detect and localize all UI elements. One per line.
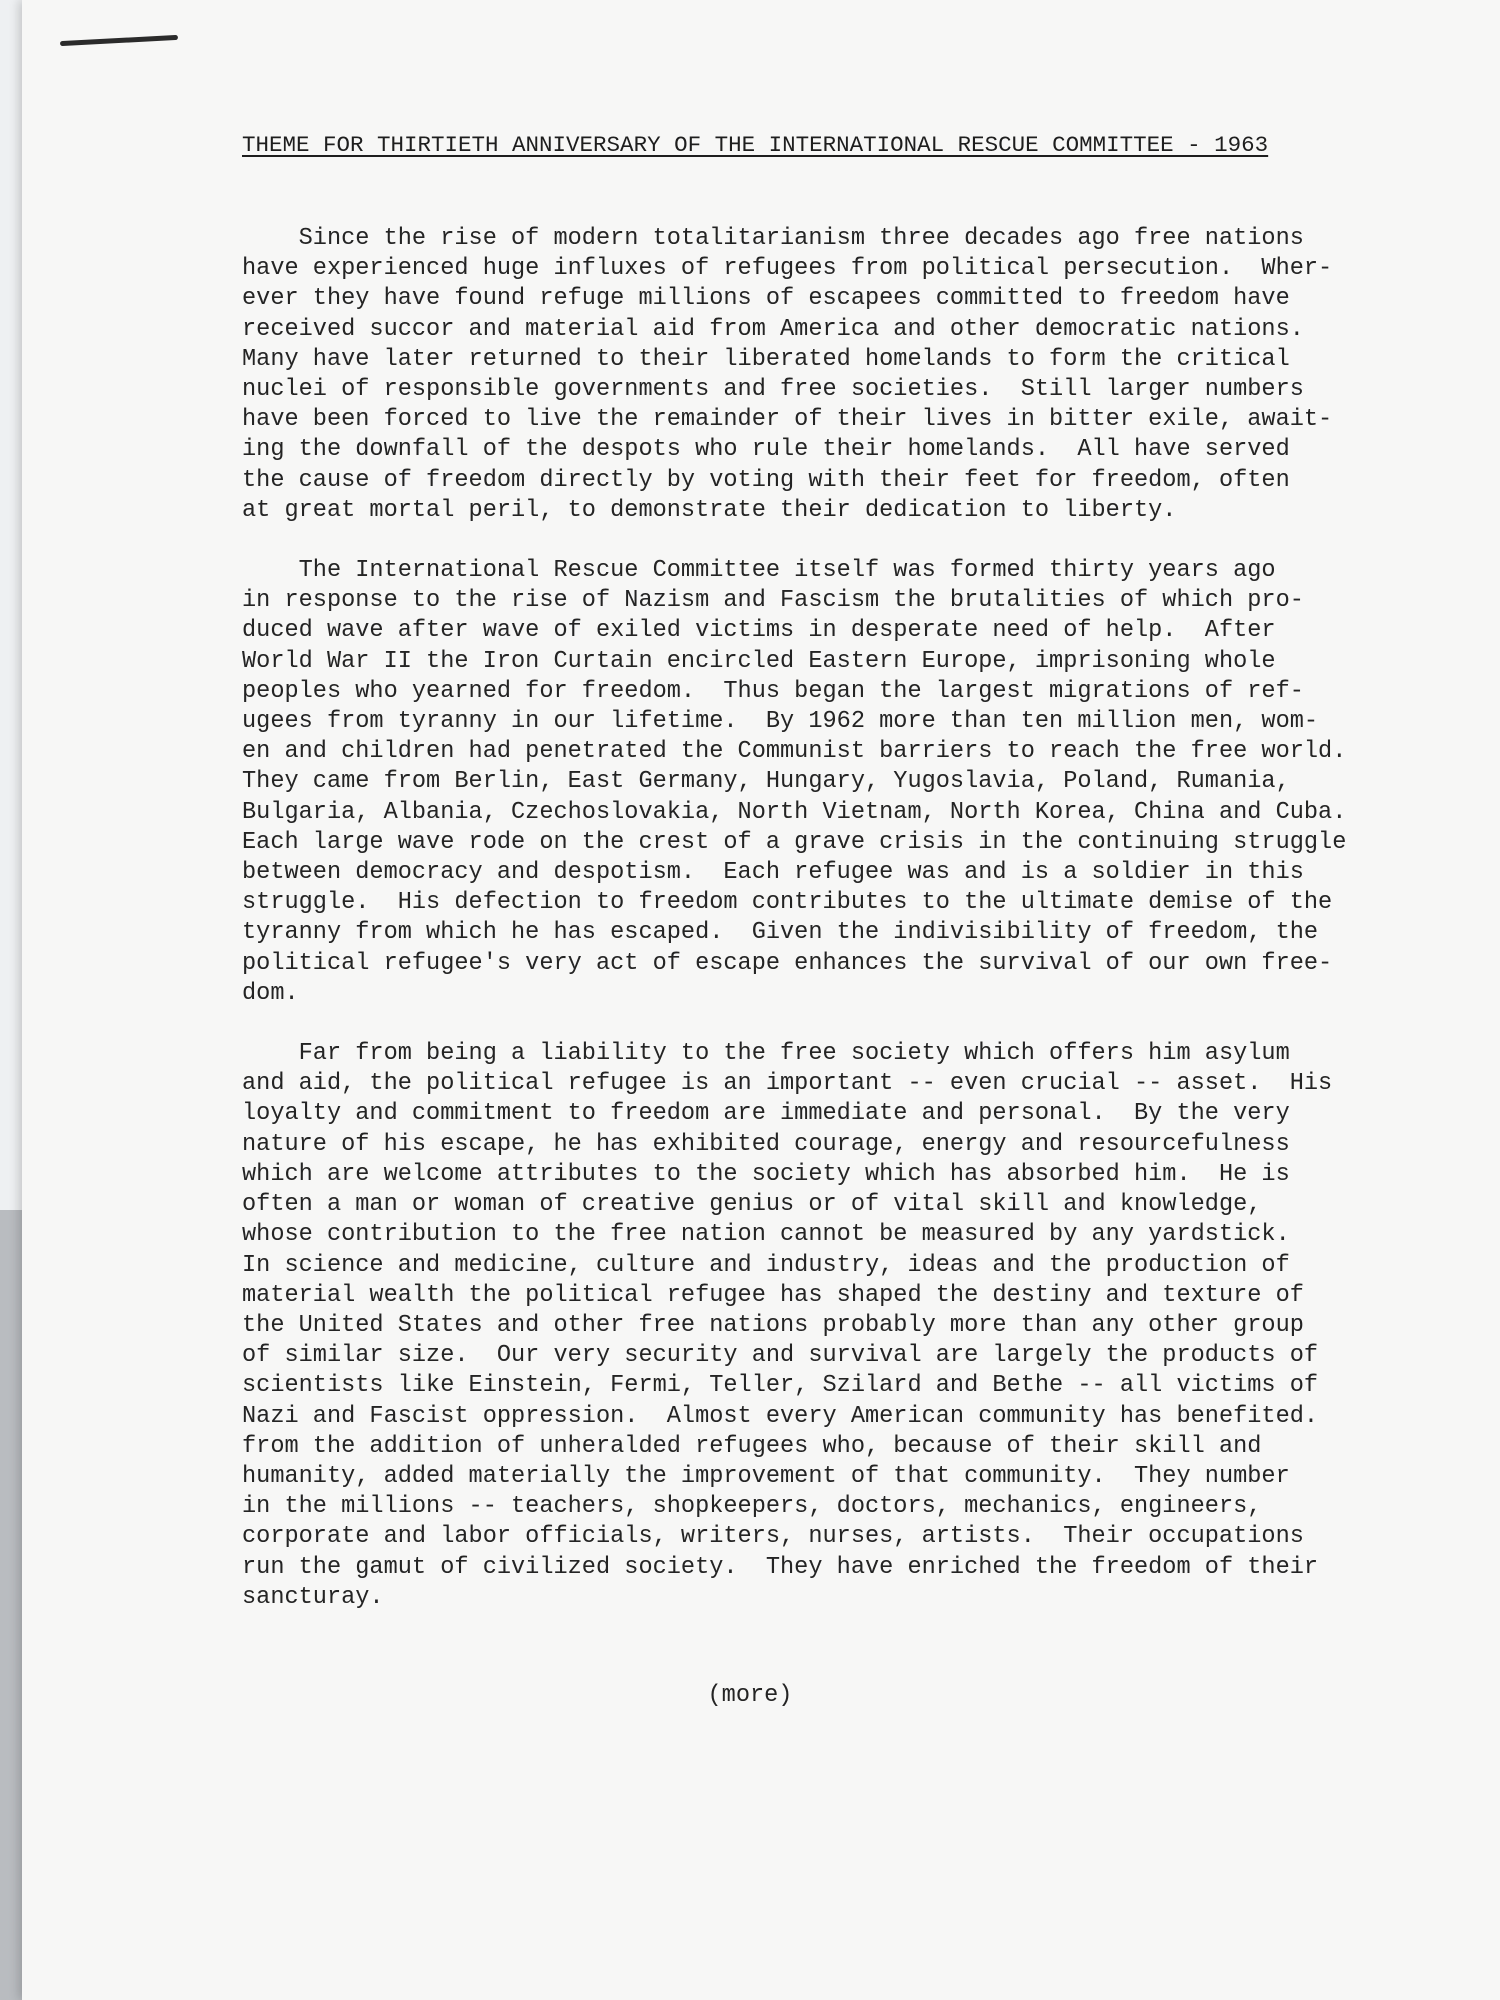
text-line: and aid, the political refugee is an important -- even crucial -- asset. His <box>242 1070 1333 1098</box>
text-line: World War II the Iron Curtain encircled Eastern Europe, imprisoning whole <box>242 647 1276 675</box>
text-line: received succor and material aid from America and other democratic nations. <box>242 315 1304 343</box>
text-line: The International Rescue Committee itself was formed thirty years ago <box>242 557 1276 585</box>
text-line: humanity, added materially the improvement of that community. They number <box>242 1462 1290 1490</box>
text-line: en and children had penetrated the Communist barriers to reach the free world. <box>242 738 1347 766</box>
document-body <box>242 224 1482 1643</box>
text-line: ing the downfall of the despots who rule their homelands. All have served <box>242 436 1290 464</box>
text-line: Since the rise of modern totalitarianism three decades ago free nations <box>242 225 1304 252</box>
text-line: Each large wave rode on the crest of a grave crisis in the continuing struggle <box>242 828 1347 856</box>
text-line: the United States and other free nations probably more than any other group <box>242 1311 1304 1339</box>
paragraph-1 <box>242 224 1482 526</box>
text-line: have experienced huge influxes of refugees from political persecution. Wher- <box>242 255 1333 283</box>
paragraph-2 <box>242 556 1482 1009</box>
text-line: duced wave after wave of exiled victims in desperate need of help. After <box>242 617 1276 645</box>
text-line: in the millions -- teachers, shopkeepers, doctors, mechanics, engineers, <box>242 1493 1262 1521</box>
text-line: They came from Berlin, East Germany, Hungary, Yugoslavia, Poland, Rumania, <box>242 768 1290 796</box>
staple <box>60 35 178 46</box>
text-line: material wealth the political refugee has shaped the destiny and texture of <box>242 1281 1304 1309</box>
text-line: peoples who yearned for freedom. Thus began the largest migrations of ref- <box>242 677 1304 705</box>
text-line: nuclei of responsible governments and free societies. Still larger numbers <box>242 376 1304 404</box>
text-line: dom. <box>242 979 299 1007</box>
text-line: sancturay. <box>242 1583 384 1611</box>
text-line: struggle. His defection to freedom contributes to the ultimate demise of the <box>242 889 1333 917</box>
text-line: nature of his escape, he has exhibited courage, energy and resourcefulness <box>242 1130 1290 1158</box>
text-line: loyalty and commitment to freedom are immediate and personal. By the very <box>242 1100 1290 1128</box>
text-line: tyranny from which he has escaped. Given the indivisibility of freedom, the <box>242 919 1319 947</box>
text-line: corporate and labor officials, writers, nurses, artists. Their occupations <box>242 1523 1304 1551</box>
text-line: political refugee's very act of escape enhances the survival of our own free- <box>242 949 1333 977</box>
text-line: have been forced to live the remainder of their lives in bitter exile, await- <box>242 406 1333 434</box>
continuation-marker: (more) <box>707 1682 793 1709</box>
paragraph-3 <box>242 1039 1482 1613</box>
text-line: of similar size. Our very security and survival are largely the products of <box>242 1342 1319 1370</box>
text-line: Bulgaria, Albania, Czechoslovakia, North Vietnam, North Korea, China and Cuba. <box>242 798 1347 826</box>
text-line: from the addition of unheralded refugees who, because of their skill and <box>242 1432 1262 1460</box>
text-line: which are welcome attributes to the society which has absorbed him. He is <box>242 1160 1290 1188</box>
text-line: in response to the rise of Nazism and Fascism the brutalities of which pro- <box>242 587 1304 615</box>
text-line: whose contribution to the free nation cannot be measured by any yardstick. <box>242 1221 1290 1249</box>
text-line: In science and medicine, culture and industry, ideas and the production of <box>242 1251 1290 1279</box>
text-line: ugees from tyranny in our lifetime. By 1962 more than ten million men, wom- <box>242 708 1319 736</box>
text-line: between democracy and despotism. Each refugee was and is a soldier in this <box>242 859 1304 887</box>
text-line: run the gamut of civilized society. They have enriched the freedom of their <box>242 1553 1319 1581</box>
text-line: Nazi and Fascist oppression. Almost every American community has benefited. <box>242 1402 1319 1430</box>
text-line: ever they have found refuge millions of escapees committed to freedom have <box>242 285 1290 313</box>
text-line: Far from being a liability to the free society which offers him asylum <box>242 1040 1290 1068</box>
text-line: scientists like Einstein, Fermi, Teller, Szilard and Bethe -- all victims of <box>242 1372 1319 1400</box>
text-line: at great mortal peril, to demonstrate their dedication to liberty. <box>242 496 1177 524</box>
text-line: the cause of freedom directly by voting with their feet for freedom, often <box>242 466 1290 494</box>
document-heading: THEME FOR THIRTIETH ANNIVERSARY OF THE INTERNATIONAL RESCUE COMMITTEE - 1963 <box>242 132 1269 158</box>
text-line: often a man or woman of creative genius or of vital skill and knowledge, <box>242 1191 1262 1219</box>
text-line: Many have later returned to their liberated homelands to form the critical <box>242 345 1290 373</box>
